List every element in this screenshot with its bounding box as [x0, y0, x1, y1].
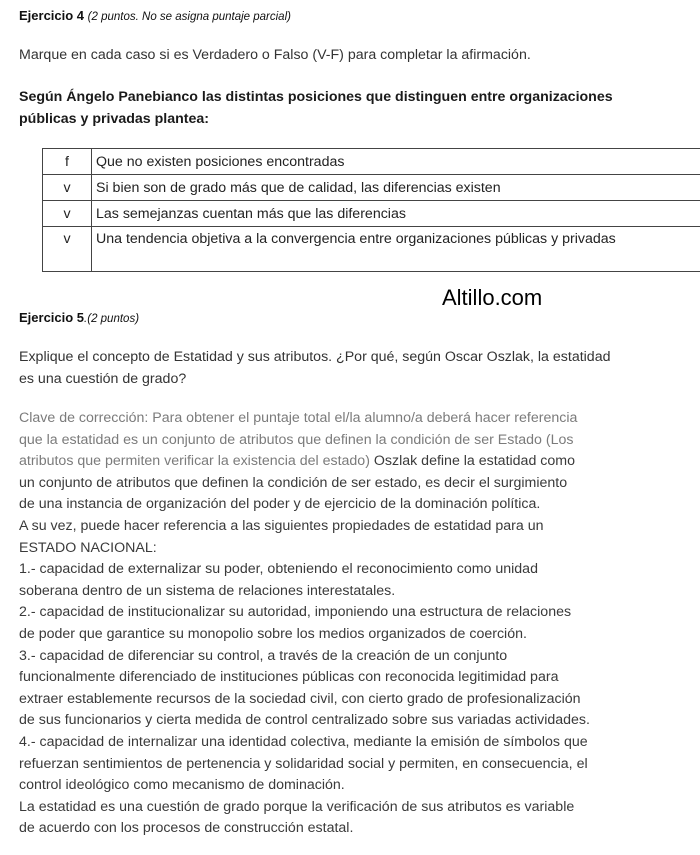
table-row [43, 175, 700, 201]
key-line: funcionalmente diferenciado de instituciones públicas con reconocida legitimidad para [19, 669, 559, 686]
question-line-1: Explique el concepto de Estatidad y sus atributos. ¿Por qué, según Oscar Oszlak, la estatidad [19, 349, 611, 365]
table-row [43, 201, 700, 227]
key-line: 4.- capacidad de internalizar una identidad colectiva, mediante la emisión de símbolos que [19, 733, 588, 750]
ejercicio-4-points-note: (2 puntos. No se asigna puntaje parcial) [87, 11, 291, 23]
ejercicio-5-heading: Ejercicio 5 [19, 310, 85, 325]
ejercicio-5-points-note: .(2 puntos) [84, 313, 140, 325]
true-false-table [42, 148, 700, 272]
question-line-1: Según Ángelo Panebianco las distintas posiciones que distinguen entre organizaciones [19, 89, 613, 105]
answer-cell: v [43, 227, 92, 272]
key-line [19, 451, 699, 473]
table-row [43, 149, 700, 175]
ejercicio-4-title [19, 8, 291, 23]
key-line-rest: Oszlak define la estatidad como [369, 453, 575, 470]
ejercicio-5-title [19, 310, 139, 325]
statement-cell: Una tendencia objetiva a la convergencia entre organizaciones públicas y privadas [92, 227, 700, 272]
key-line: un conjunto de atributos que definen la condición de ser estado, es decir el surgimiento [19, 474, 568, 491]
key-line: ESTADO NACIONAL: [19, 539, 157, 556]
key-line: La estatidad es una cuestión de grado porque la verificación de sus atributos es variable [19, 798, 575, 815]
key-line: de una instancia de organización del poder y de ejercicio de la dominación política. [19, 496, 541, 513]
key-line: A su vez, puede hacer referencia a las siguientes propiedades de estatidad para un [19, 517, 544, 534]
statement-cell: Las semejanzas cuentan más que las diferencias [92, 201, 700, 227]
question-line-2: públicas y privadas plantea: [19, 111, 210, 127]
answer-cell: v [43, 201, 92, 227]
watermark: Altillo.com [442, 285, 543, 310]
key-line: 3.- capacidad de diferenciar su control, a través de la creación de un conjunto [19, 647, 508, 664]
key-line: refuerzan sentimientos de pertenencia y solidaridad social y permiten, en consecuencia, el [19, 755, 588, 772]
key-line: de acuerdo con los procesos de construcción estatal. [19, 820, 354, 837]
key-line-gray-part: atributos que permiten verificar la existencia del estado) [19, 453, 370, 470]
statement-cell: Que no existen posiciones encontradas [92, 149, 700, 175]
answer-cell: v [43, 175, 92, 201]
answer-cell: f [43, 149, 92, 175]
ejercicio-4-heading: Ejercicio 4 [19, 8, 85, 23]
ejercicio-4-instruction: Marque en cada caso si es Verdadero o Falso (V-F) para completar la afirmación. [19, 47, 531, 63]
key-line: de poder que garantice su monopolio sobre los medios organizados de coerción. [19, 625, 527, 642]
key-line: Clave de corrección: Para obtener el puntaje total el/la alumno/a deberá hacer referencia [19, 410, 578, 426]
ejercicio-5-question [19, 346, 610, 390]
key-line: 2.- capacidad de institucionalizar su autoridad, imponiendo una estructura de relaciones [19, 604, 572, 621]
answer-key [19, 408, 699, 840]
key-line: extraer establemente recursos de la sociedad civil, con cierto grado de profesionalización [19, 690, 581, 707]
key-line: que la estatidad es un conjunto de atributos que definen la condición de ser Estado (Los [19, 431, 574, 448]
key-line: control ideológico como mecanismo de dominación. [19, 777, 345, 794]
key-line: 1.- capacidad de externalizar su poder, obteniendo el reconocimiento como unidad [19, 561, 538, 578]
ejercicio-4-question [19, 86, 669, 130]
table-row [43, 227, 700, 272]
key-line: de sus funcionarios y cierta medida de control centralizado sobre sus variadas actividades. [19, 712, 590, 729]
statement-cell: Si bien son de grado más que de calidad, las diferencias existen [92, 175, 700, 201]
key-line: soberana dentro de un sistema de relaciones interestatales. [19, 582, 396, 599]
question-line-2: es una cuestión de grado? [19, 371, 187, 387]
